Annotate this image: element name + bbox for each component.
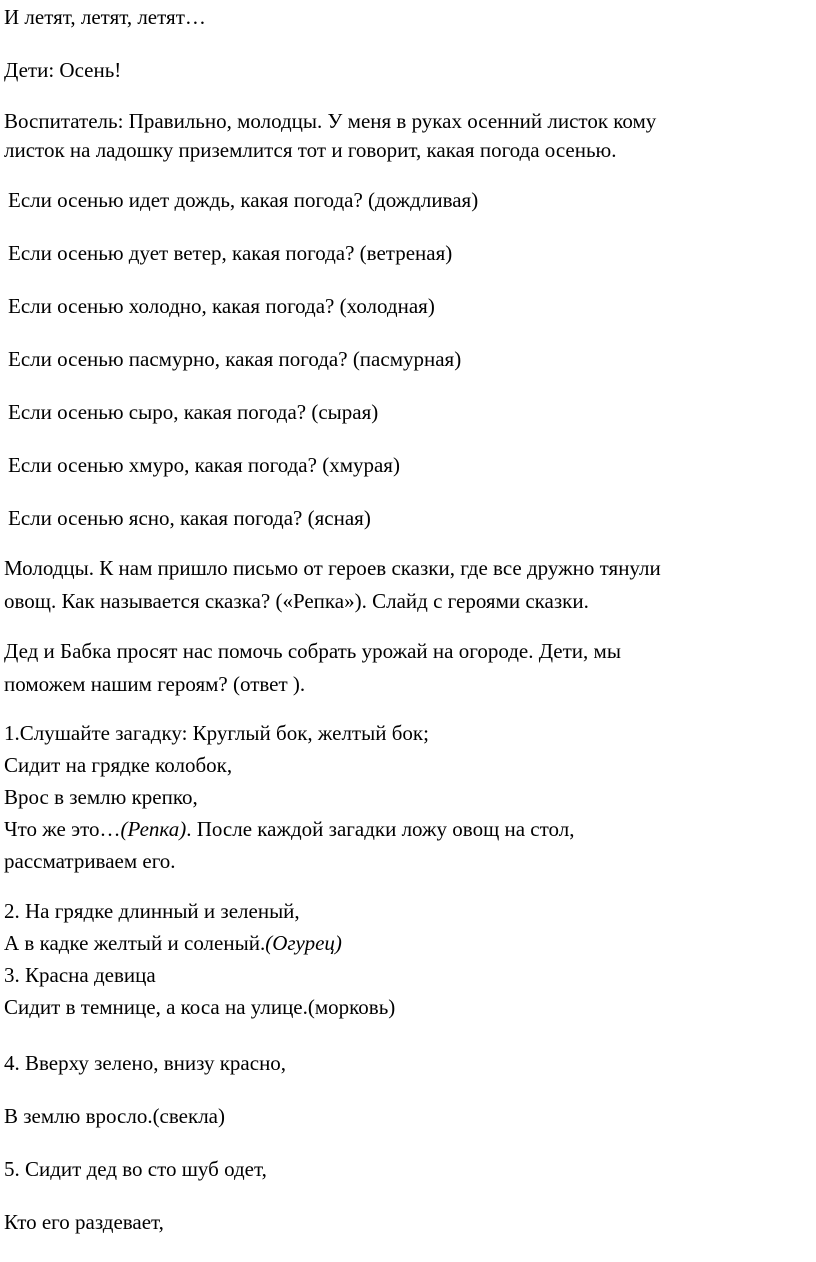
text-line: Молодцы. К нам пришло письмо от героев сказки, где все дружно тянули <box>4 556 661 580</box>
riddle-line: Сидит в темнице, а коса на улице.(морковь) <box>4 995 396 1019</box>
riddle-line: Кто его раздевает, <box>4 1210 164 1234</box>
question-line: Если осенью ясно, какая погода? (ясная) <box>8 506 371 530</box>
riddle-line <box>4 814 574 845</box>
text-line: листок на ладошку приземлится тот и говорит, какая погода осенью. <box>4 138 617 162</box>
riddle-answer: (Огурец) <box>265 931 342 955</box>
riddle-line: 1.Слушайте загадку: Круглый бок, желтый бок; <box>4 721 429 745</box>
question-line: Если осенью идет дождь, какая погода? (дождливая) <box>8 188 479 212</box>
riddle-answer: (Репка) <box>120 817 187 841</box>
question-line: Если осенью сыро, какая погода? (сырая) <box>8 400 379 424</box>
riddle-line: рассматриваем его. <box>4 849 176 873</box>
riddle-line: 4. Вверху зелено, внизу красно, <box>4 1051 287 1075</box>
riddle-text: А в кадке желтый и соленый. <box>4 931 266 955</box>
question-line: Если осенью пасмурно, какая погода? (пасмурная) <box>8 347 462 371</box>
question-line: Если осенью хмуро, какая погода? (хмурая) <box>8 453 400 477</box>
riddle-line: Врос в землю крепко, <box>4 785 198 809</box>
text-line: овощ. Как называется сказка? («Репка»). Слайд с героями сказки. <box>4 589 589 613</box>
text-line: И летят, летят, летят… <box>4 5 206 29</box>
riddle-text: Что же это… <box>4 817 121 841</box>
riddle-line: 2. На грядке длинный и зеленый, <box>4 899 300 923</box>
text-line: поможем нашим героям? (ответ ). <box>4 672 306 696</box>
riddle-line <box>4 928 342 959</box>
riddle-line: В землю вросло.(свекла) <box>4 1104 225 1128</box>
text-line: Воспитатель: Правильно, молодцы. У меня в руках осенний листок кому <box>4 109 657 133</box>
question-line: Если осенью дует ветер, какая погода? (ветреная) <box>8 241 453 265</box>
riddle-line: Сидит на грядке колобок, <box>4 753 233 777</box>
riddle-text: . После каждой загадки ложу овощ на стол, <box>186 817 575 841</box>
riddle-line: 3. Красна девица <box>4 963 156 987</box>
text-line: Дети: Осень! <box>4 58 122 82</box>
question-line: Если осенью холодно, какая погода? (холодная) <box>8 294 435 318</box>
riddle-line: 5. Сидит дед во сто шуб одет, <box>4 1157 267 1181</box>
text-line: Дед и Бабка просят нас помочь собрать урожай на огороде. Дети, мы <box>4 639 621 663</box>
